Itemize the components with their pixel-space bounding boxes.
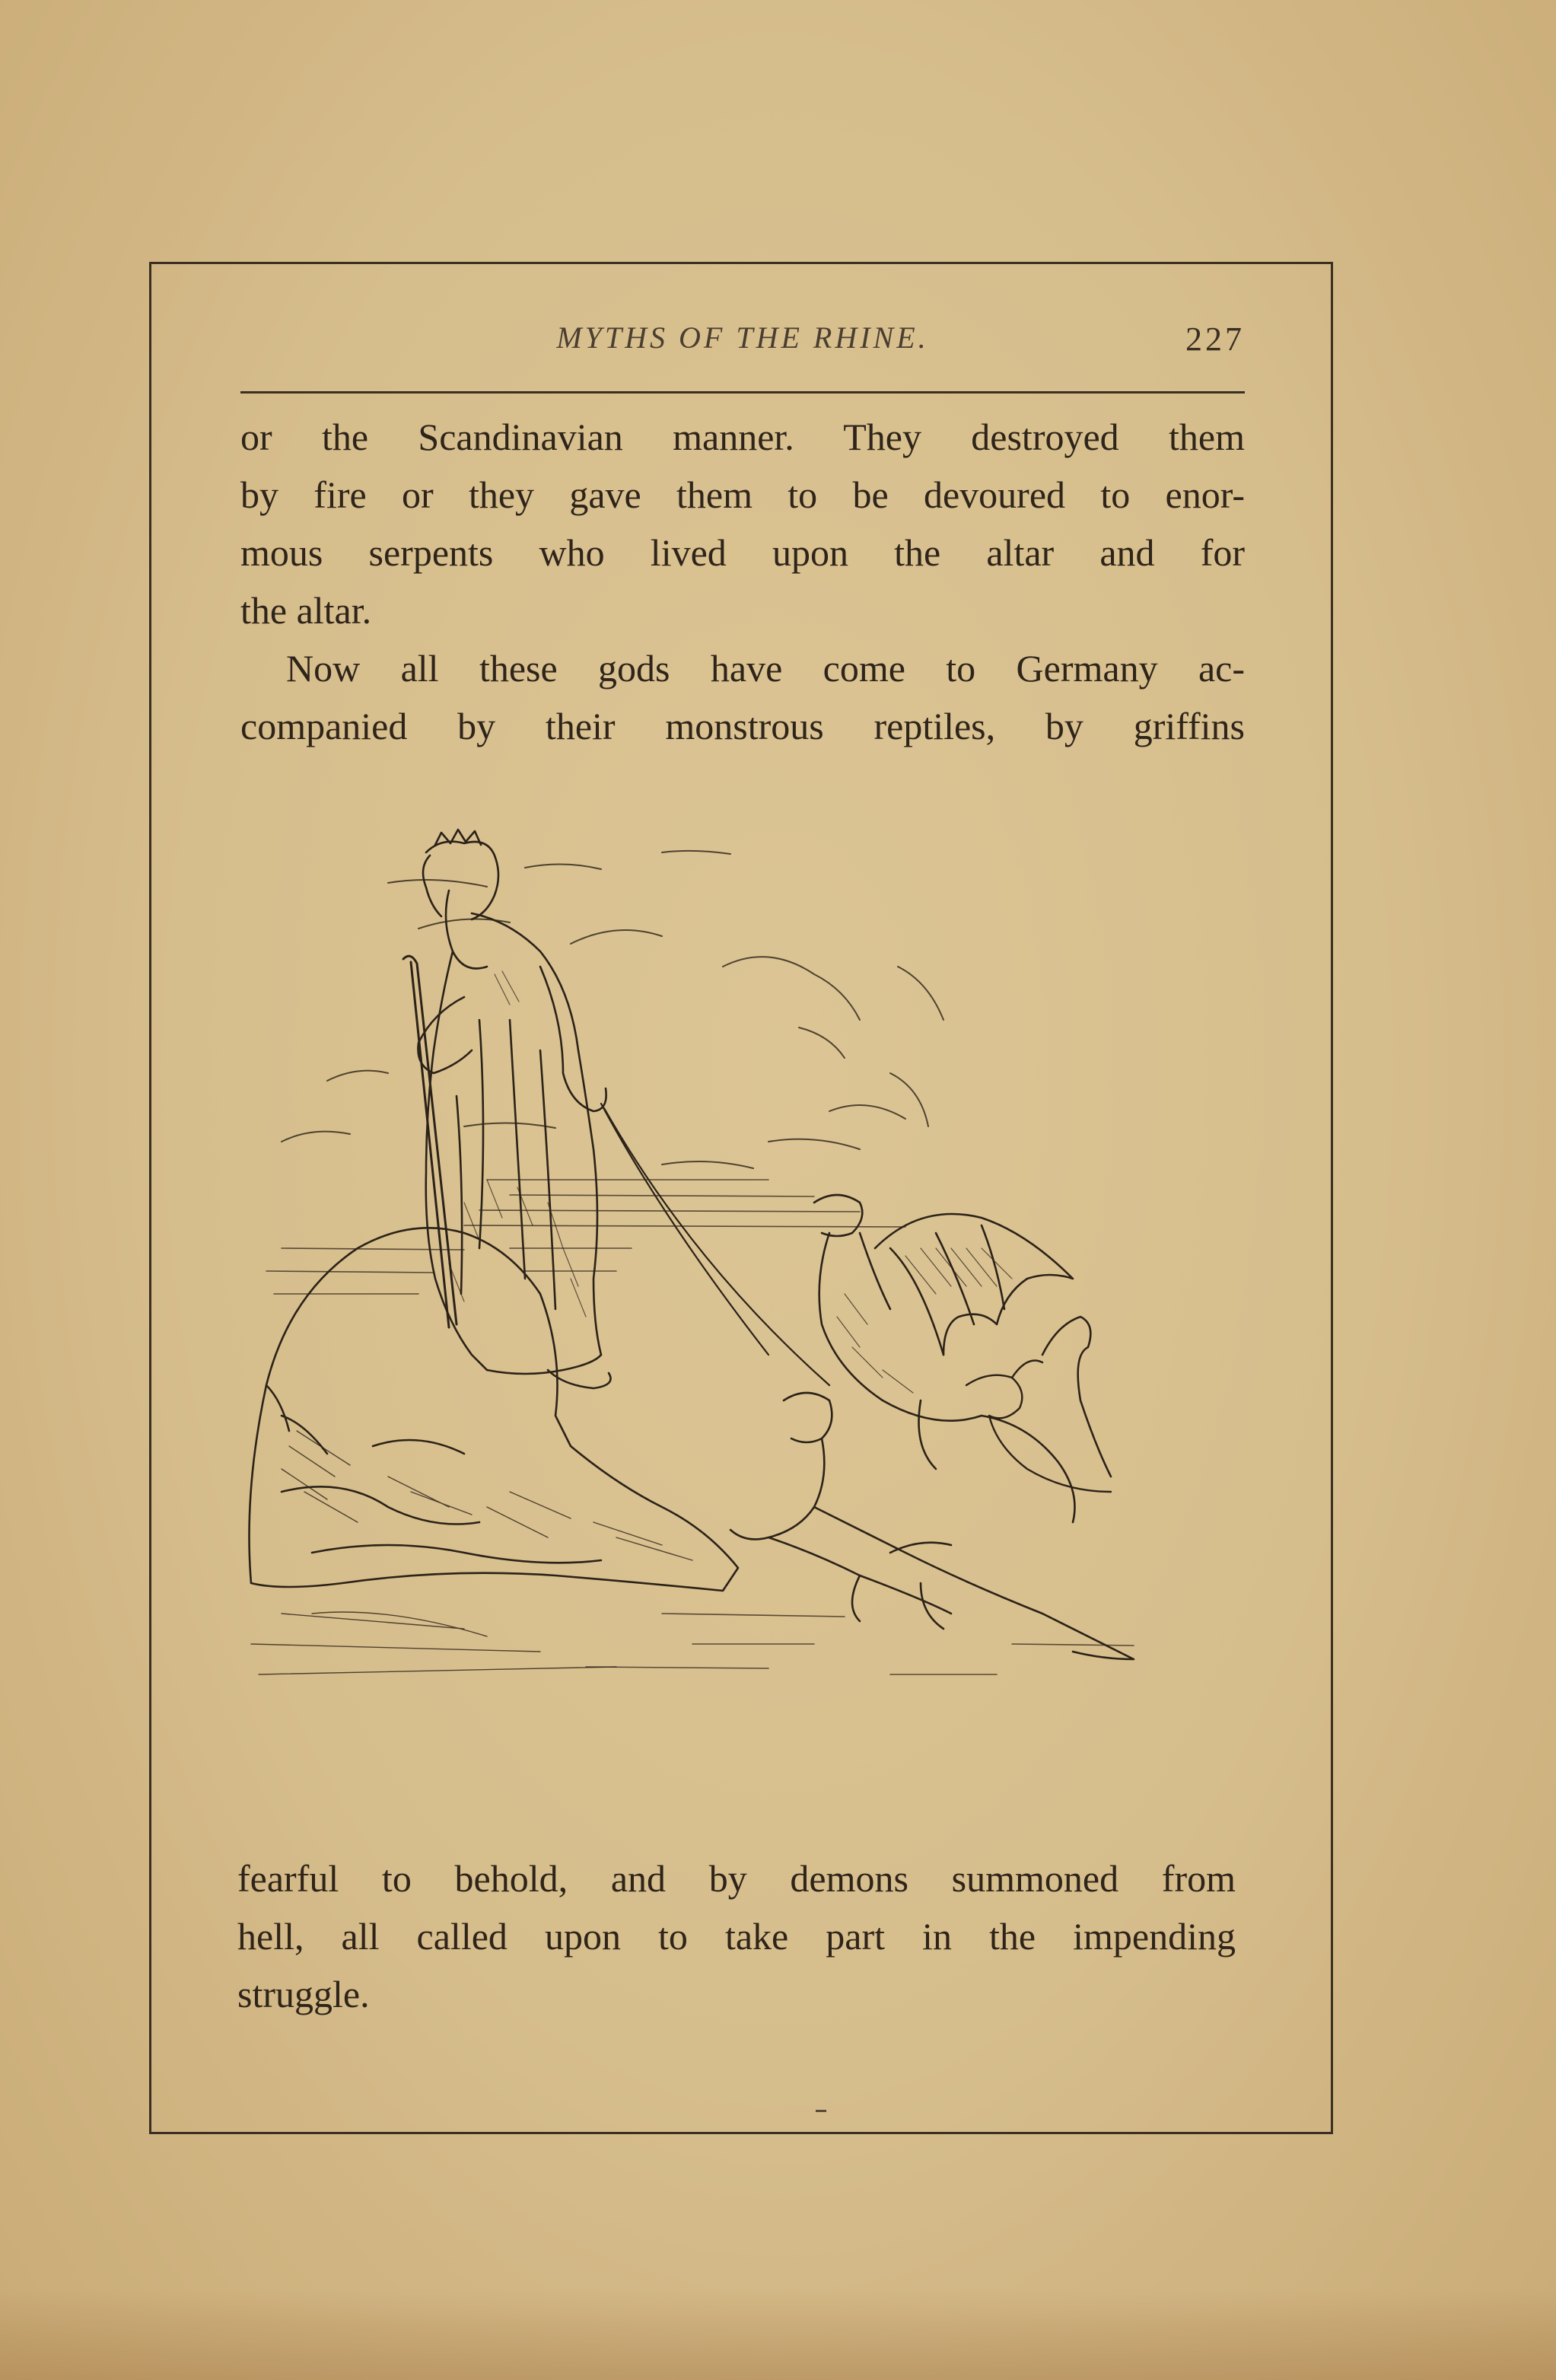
sea-hatching	[266, 1180, 905, 1294]
sky-lines	[282, 851, 943, 1168]
winged-dragon	[814, 1195, 1111, 1522]
rock-hatching	[251, 1431, 692, 1674]
engraving-illustration	[236, 822, 1240, 1781]
text-line: companied by their monstrous reptiles, by griffins	[240, 705, 1245, 747]
paragraph-2	[240, 639, 1245, 755]
text-line: Now all these gods have come to Germany ac-	[286, 647, 1245, 690]
text-line: hell, all called upon to take part in the impending	[237, 1915, 1236, 1958]
footer-mark	[816, 2110, 826, 2112]
paragraph-3	[237, 1850, 1236, 2023]
text-line: the altar.	[240, 589, 372, 632]
wing-hatching	[837, 1248, 1012, 1393]
rock	[250, 1228, 739, 1591]
text-line: fearful to behold, and by demons summoned from	[237, 1857, 1236, 1900]
lower-dragon	[730, 1393, 1134, 1659]
staff	[403, 956, 457, 1327]
running-title: MYTHS OF THE RHINE.	[556, 320, 929, 355]
header-rule	[240, 391, 1245, 393]
page-number: 227	[1185, 320, 1245, 358]
text-line: by fire or they gave them to be devoured to enor-	[240, 473, 1245, 516]
text-line: or the Scandinavian manner. They destroyed them	[240, 416, 1245, 458]
running-header	[240, 320, 1245, 365]
paragraph-1	[240, 408, 1245, 639]
text-line: struggle.	[237, 1973, 370, 2015]
text-line: mous serpents who lived upon the altar and for	[240, 531, 1245, 574]
page-shadow	[0, 2289, 1556, 2380]
ground-lines	[586, 1614, 1134, 1674]
leash	[601, 1104, 829, 1385]
